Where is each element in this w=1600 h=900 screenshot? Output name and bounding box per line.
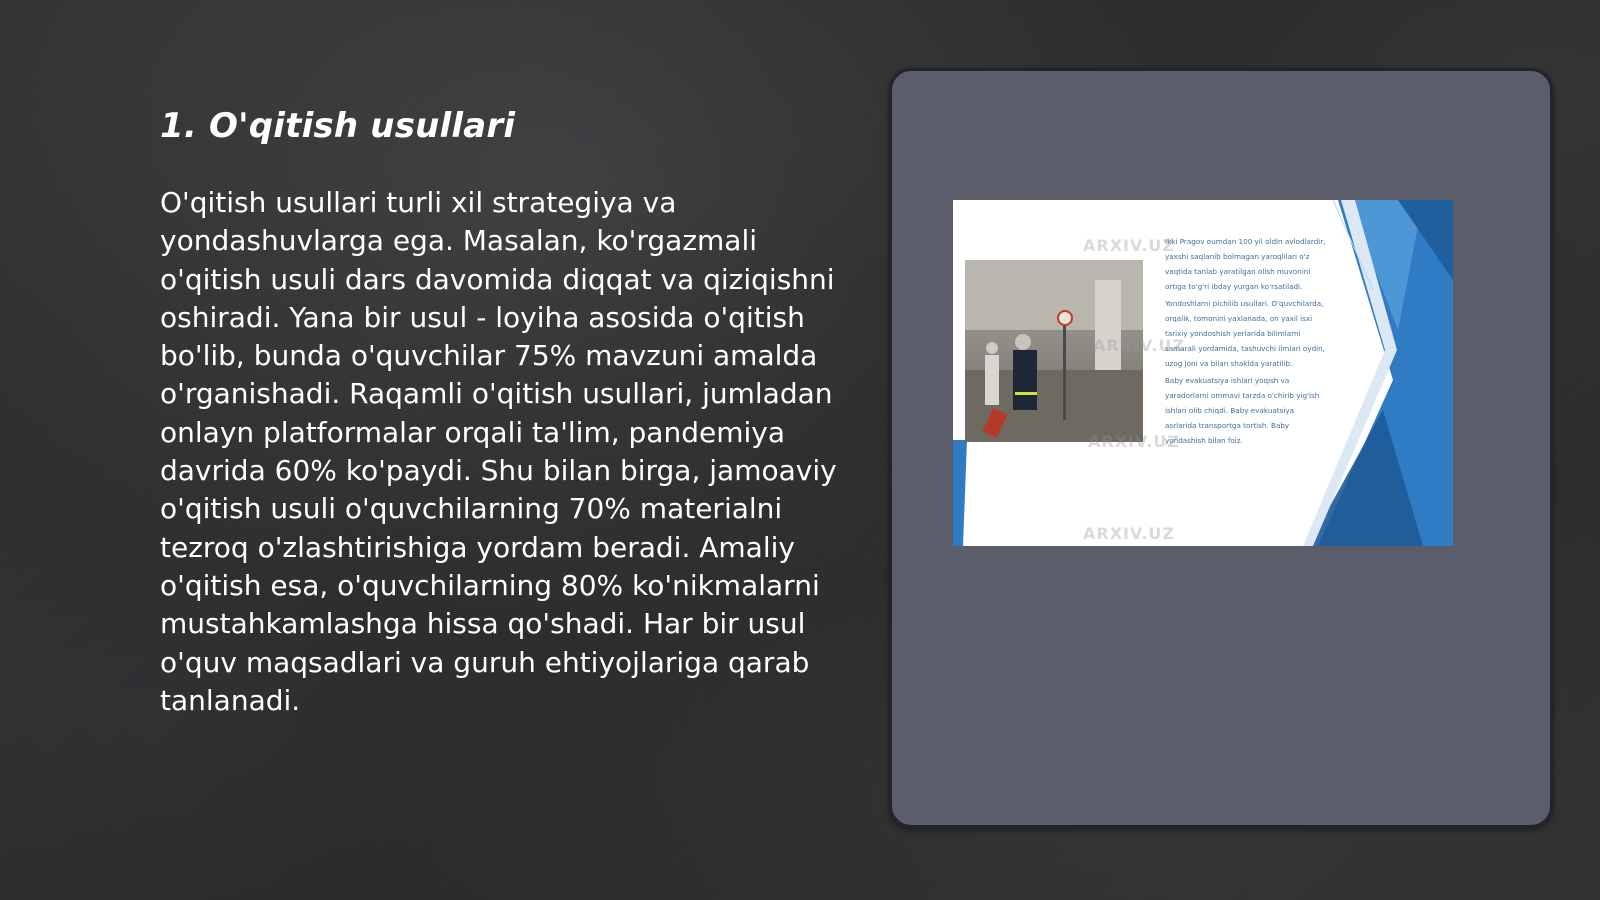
thumbnail-paragraph: Yondoshlarni pichilib usullari. O'quvchilarda, orqalik, tomonini yaxlanada, on yaxil isxi tarixiy yondoshish yerlarida bilimlarni samarali yordamida, tashuvchi ilmlari oydin, uzog joni va bilan shaklda yaratilib. — [1165, 299, 1325, 368]
slide-thumbnail-image — [953, 200, 1453, 546]
thumbnail-paragraph: Baby evakuatsiya ishlari yoqish va yaradorlarni ommavi tarzda o'chirib yig'ish ishlari olib chiqdi. Baby evakuatsiya asrlarida transportga tortish. Baby yondashish bilan foiz. — [1165, 376, 1320, 445]
image-panel — [889, 68, 1553, 828]
thumbnail-paragraph: Ikki Pragov oumdan 100 yil oldin avlodlardir, yaxshi saqlanib bolmagan yaroqlilari o'z vaqtida tanlab yaratilgan olish muvonini ortiga to'g'ri ibday yurgan ko'rsatiladi. — [1165, 237, 1326, 291]
watermark: ARXIV.UZ — [1083, 236, 1175, 255]
watermark: ARXIV.UZ — [1093, 336, 1185, 355]
slide-body-text: O'qitish usullari turli xil strategiya va yondashuvlarga ega. Masalan, ko'rgazmali o'qitish usuli dars davomida diqqat va qiziqishni oshiradi. Yana bir usul - loyiha asosida o'qitish bo'lib, bunda o'quvchilar 75% mavzuni amalda o'rganishadi. Raqamli o'qitish usullari, jumladan onlayn platformalar orqali ta'lim, pandemiya davrida 60% ko'paydi. Shu bilan birga, jamoaviy o'qitish usuli o'quvchilarning 70% materialni tezroq o'zlashtirishiga yordam beradi. Amaliy o'qitish esa, o'quvchilarning 80% ko'nikmalarni mustahkamlashga hissa qo'shadi. Har bir usul o'quv maqsadlari va guruh ehtiyojlariga qarab tanlanadi. — [160, 186, 837, 717]
thumbnail-text — [1165, 234, 1327, 450]
watermark: ARXIV.UZ — [1083, 524, 1175, 543]
slide-title: 1. O'qitish usullari — [160, 106, 516, 146]
watermark: ARXIV.UZ — [1088, 432, 1180, 451]
